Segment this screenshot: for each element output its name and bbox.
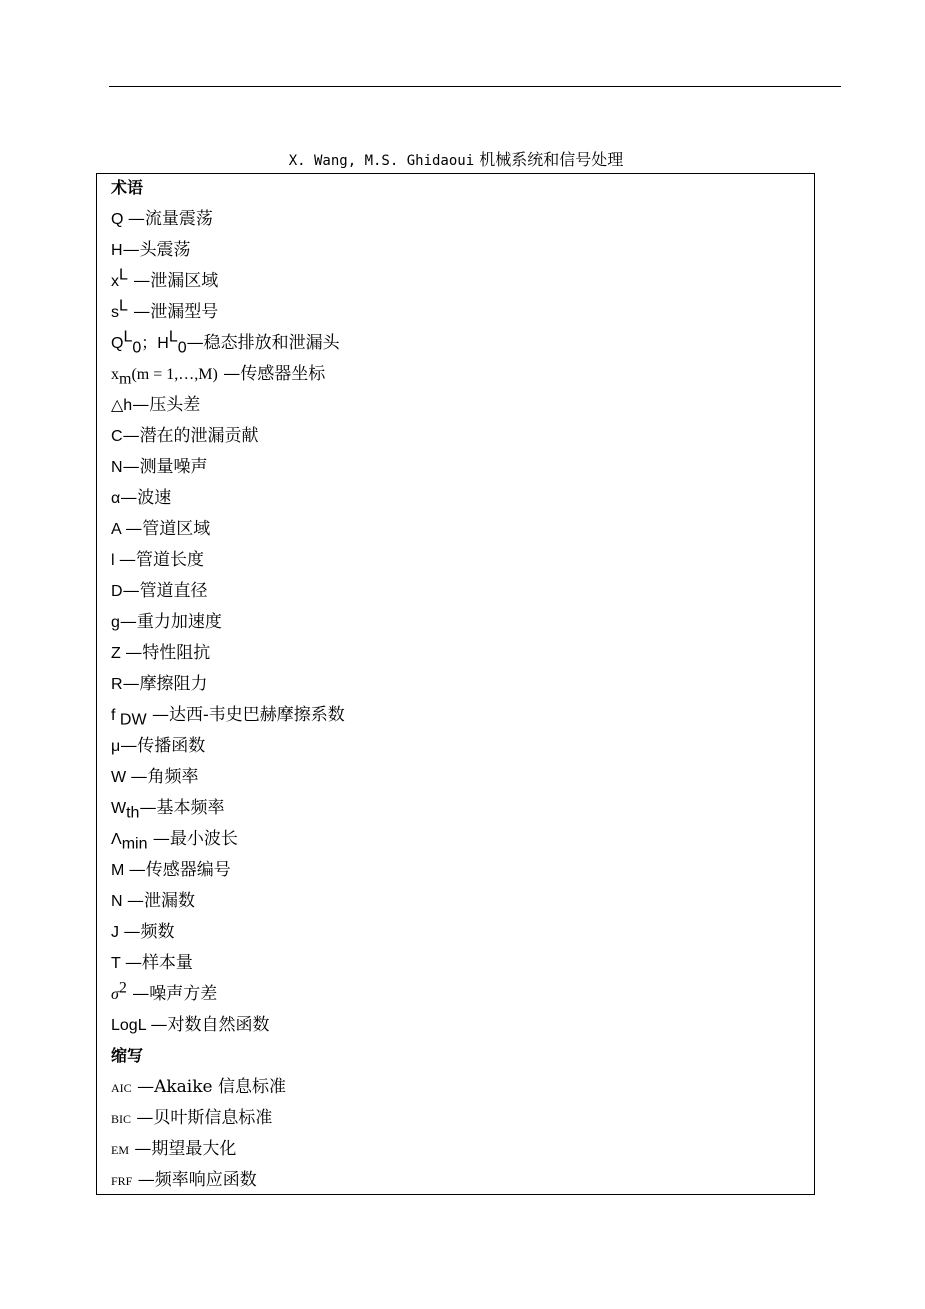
term-item: N —泄漏数 — [111, 891, 195, 911]
abbreviation-item: BIC —贝叶斯信息标准 — [111, 1108, 273, 1128]
term-item: T —样本量 — [111, 953, 193, 973]
term-item: Z —特性阻抗 — [111, 643, 211, 663]
term-item: J —频数 — [111, 922, 175, 942]
term-item: LogL —对数自然函数 — [111, 1015, 270, 1035]
header-journal: 机械系统和信号处理 — [479, 150, 624, 169]
term-item: H—头震荡 — [111, 240, 191, 260]
abbreviation-item: EM —期望最大化 — [111, 1139, 237, 1159]
term-item: M —传感器编号 — [111, 860, 231, 880]
term-item: $x_m(m$ = 1,…,M) —传感器坐标 — [111, 364, 326, 388]
term-item: A —管道区域 — [111, 519, 211, 539]
term-item: α—波速 — [111, 488, 172, 508]
terms-heading: 术语 — [111, 178, 144, 197]
term-item: N—测量噪声 — [111, 457, 208, 477]
abbreviation-item: AIC —Akaike 信息标准 — [111, 1077, 286, 1097]
term-item: $x^L$ —泄漏区域 — [111, 266, 219, 291]
header-authors: X. Wang, M.S. Ghidaoui — [288, 153, 475, 169]
abbreviations-heading: 缩写 — [111, 1046, 144, 1065]
term-item: W —角频率 — [111, 767, 199, 787]
term-item: μ—传播函数 — [111, 736, 206, 756]
term-item: Q —流量震荡 — [111, 209, 213, 229]
term-item: g—重力加速度 — [111, 612, 222, 632]
term-item: D—管道直径 — [111, 581, 208, 601]
term-item: $W_{th}—$基本频率 — [111, 798, 225, 822]
term-item: △h—压头差 — [111, 395, 201, 415]
term-item: l —管道长度 — [111, 550, 204, 570]
abbreviation-item: FRF —频率响应函数 — [111, 1170, 257, 1190]
term-item: $s^L$ —泄漏型号 — [111, 297, 219, 322]
term-item: $\sigma^2$ —噪声方差 — [111, 979, 218, 1004]
term-item: $Q^L_0$；$H^L_0—$稳态排放和泄漏头 — [111, 328, 340, 357]
term-item: $\Lambda_{min}$ —最小波长 — [111, 829, 238, 853]
header-rule — [109, 86, 841, 87]
term-item: f $_{DW}$ —达西-韦史巴赫摩擦系数 — [111, 705, 345, 729]
term-item: R—摩擦阻力 — [111, 674, 208, 694]
running-header — [96, 150, 816, 171]
term-item: C—潜在的泄漏贡献 — [111, 426, 259, 446]
